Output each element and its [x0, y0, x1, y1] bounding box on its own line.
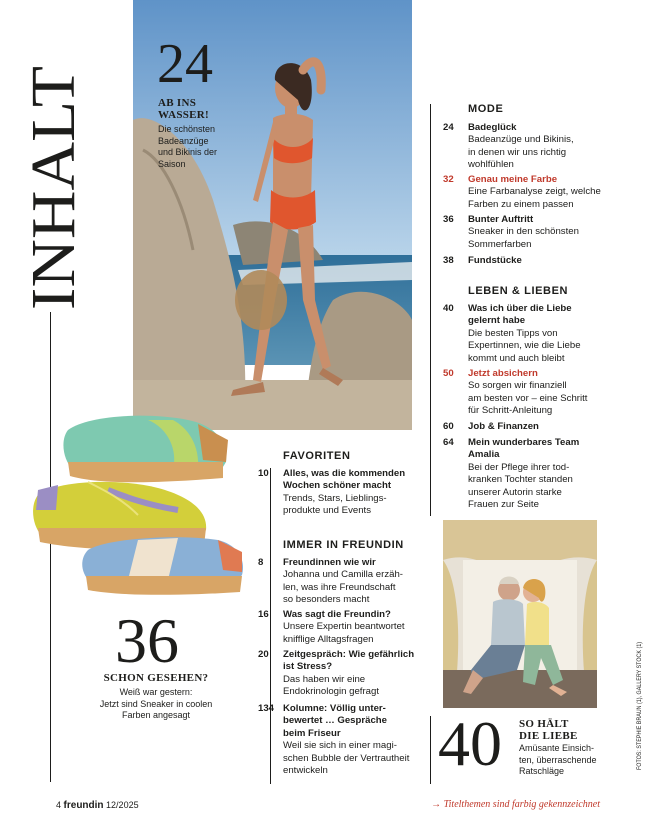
photo-credits-text: FOTOS: STEPHIE BRAUN (1), GALLERY STOCK (1)	[637, 640, 643, 770]
toc-page-number: 24	[443, 122, 454, 133]
toc-title: Bunter Auftritt	[468, 214, 534, 225]
toc-desc: Trends, Stars, Lieblings-	[283, 492, 387, 504]
section-heading-favoriten: FAVORITEN	[283, 450, 351, 462]
teaser-text-line: ten, überraschende	[519, 754, 597, 765]
toc-desc: Endokrinologin gefragt	[283, 686, 380, 698]
toc-desc: Johanna und Camilla erzäh-	[283, 569, 403, 581]
toc-desc: Weil sie sich in einer magi-	[283, 740, 397, 752]
toc-title: gelernt habe	[468, 315, 526, 327]
footer-issue: 12/2025	[106, 800, 139, 810]
couple-photo	[443, 520, 597, 708]
toc-desc: Farben zu einem passen	[468, 198, 574, 210]
toc-desc: Expertinnen, wie die Liebe	[468, 340, 581, 352]
toc-desc: entwickeln	[283, 765, 328, 777]
toc-title: Genau meine Farbe	[468, 174, 558, 185]
toc-desc: knifflige Alltagsfragen	[283, 633, 374, 645]
toc-title: ist Stress?	[283, 661, 333, 673]
toc-title: Was sagt die Freundin?	[283, 609, 391, 620]
teaser-right-title	[519, 718, 578, 742]
toc-desc: Das haben wir eine	[283, 673, 366, 685]
column-rule-right-lower	[430, 716, 431, 784]
toc-title: Fundstücke	[468, 255, 522, 266]
teaser-text-line: Amüsante Einsich-	[519, 743, 595, 753]
toc-desc: Sommerfarben	[468, 238, 532, 250]
toc-page-number: 16	[258, 609, 269, 620]
toc-desc: so besonders macht	[283, 594, 370, 606]
toc-page-number: 60	[443, 421, 454, 432]
toc-desc: Frauen zur Seite	[468, 499, 539, 511]
toc-page-number: 8	[258, 557, 264, 568]
toc-title: beim Friseur	[283, 727, 341, 739]
teaser-top-number: 24	[157, 33, 213, 95]
toc-desc: am besten vor – eine Schritt	[468, 392, 588, 404]
toc-desc: für Schritt-Anleitung	[468, 405, 553, 417]
teaser-left-title: SCHON GESEHEN?	[103, 672, 209, 684]
toc-desc: Badeanzüge und Bikinis,	[468, 134, 574, 146]
sneakers-photo	[28, 400, 248, 600]
footer-page-number: 4	[56, 800, 62, 810]
toc-desc: in denen wir uns richtig	[468, 146, 567, 158]
teaser-left-number: 36	[115, 605, 179, 676]
section-heading-leben: LEBEN & LIEBEN	[468, 285, 569, 297]
toc-title: Job & Finanzen	[468, 421, 539, 432]
teaser-text-line: und Bikinis der	[158, 147, 218, 157]
toc-page-number: 20	[258, 649, 269, 660]
toc-desc: Die besten Tipps von	[468, 327, 558, 339]
teaser-text-line: Badeanzüge	[158, 135, 209, 146]
toc-title: Jetzt absichern	[468, 368, 538, 379]
teaser-right-title-line: DIE LIEBE	[519, 730, 578, 742]
toc-desc: kranken Tochter standen	[468, 474, 573, 486]
column-rule-middle	[270, 468, 271, 784]
page-title-text: INHALT	[20, 84, 82, 310]
teaser-top-text	[158, 124, 217, 170]
toc-page-number: 36	[443, 214, 454, 225]
toc-page-number: 32	[443, 174, 454, 185]
toc-desc: len, was ihre Freundschaft	[283, 581, 396, 593]
footer-brand: freundin	[63, 800, 104, 811]
teaser-text-line: Die schönsten	[158, 124, 216, 134]
toc-title: Mein wunderbares Team	[468, 437, 580, 448]
teaser-right-title-line: SO HÄLT	[519, 718, 569, 730]
toc-page-number: 40	[443, 303, 454, 314]
toc-title: Zeitgespräch: Wie gefährlich	[283, 649, 415, 660]
toc-title: Was ich über die Liebe	[468, 303, 572, 314]
teaser-left-text	[66, 687, 246, 722]
teaser-text-line: Farben angesagt	[121, 710, 191, 720]
toc-desc: Unsere Expertin beantwortet	[283, 621, 405, 633]
page-title	[12, 62, 82, 312]
teaser-top-title	[158, 97, 209, 121]
column-rule-right	[430, 104, 431, 516]
teaser-text-line: Ratschläge	[519, 766, 565, 776]
toc-desc: produkte und Events	[283, 505, 372, 517]
teaser-right-number: 40	[438, 708, 502, 779]
toc-title: bewertet … Gespräche	[283, 715, 387, 727]
footer-left	[56, 800, 139, 811]
toc-desc: So sorgen wir finanziell	[468, 380, 567, 392]
teaser-top-title-line: WASSER!	[158, 109, 210, 121]
toc-page-number: 38	[443, 255, 454, 266]
toc-desc: kommt und auch bleibt	[468, 352, 565, 364]
teaser-text-line: Saison	[158, 158, 186, 169]
teaser-text-line: Jetzt sind Sneaker in coolen	[99, 698, 213, 709]
toc-page-number: 50	[443, 368, 454, 379]
toc-desc: Eine Farbanalyse zeigt, welche	[468, 186, 601, 198]
toc-desc: Bei der Pflege ihrer tod-	[468, 461, 570, 473]
teaser-text-line: Weiß war gestern:	[119, 687, 193, 697]
toc-page-number: 134	[258, 703, 275, 714]
toc-desc: Sneaker in den schönsten	[468, 226, 579, 238]
toc-title: Wochen schöner macht	[283, 480, 392, 492]
toc-title: Badeglück	[468, 122, 517, 133]
section-heading-freundin: IMMER IN FREUNDIN	[283, 539, 404, 551]
toc-page-number: 10	[258, 468, 269, 479]
toc-title: Alles, was die kommenden	[283, 468, 406, 479]
teaser-top-title-line: AB INS	[158, 97, 197, 109]
toc-title: Amalia	[468, 449, 500, 461]
toc-desc: wohlfühlen	[468, 159, 514, 171]
teaser-right-text	[519, 743, 597, 778]
toc-title: Kolumne: Völlig unter-	[283, 703, 386, 714]
section-heading-mode: MODE	[468, 103, 504, 115]
toc-desc: schen Bubble der Vertrautheit	[283, 752, 410, 764]
toc-title: Freundinnen wie wir	[283, 557, 376, 568]
footer-note: → Titelthemen sind farbig gekennzeichnet	[431, 799, 600, 810]
toc-page-number: 64	[443, 437, 454, 448]
photo-credits	[632, 640, 644, 770]
toc-desc: unserer Autorin starke	[468, 486, 562, 498]
